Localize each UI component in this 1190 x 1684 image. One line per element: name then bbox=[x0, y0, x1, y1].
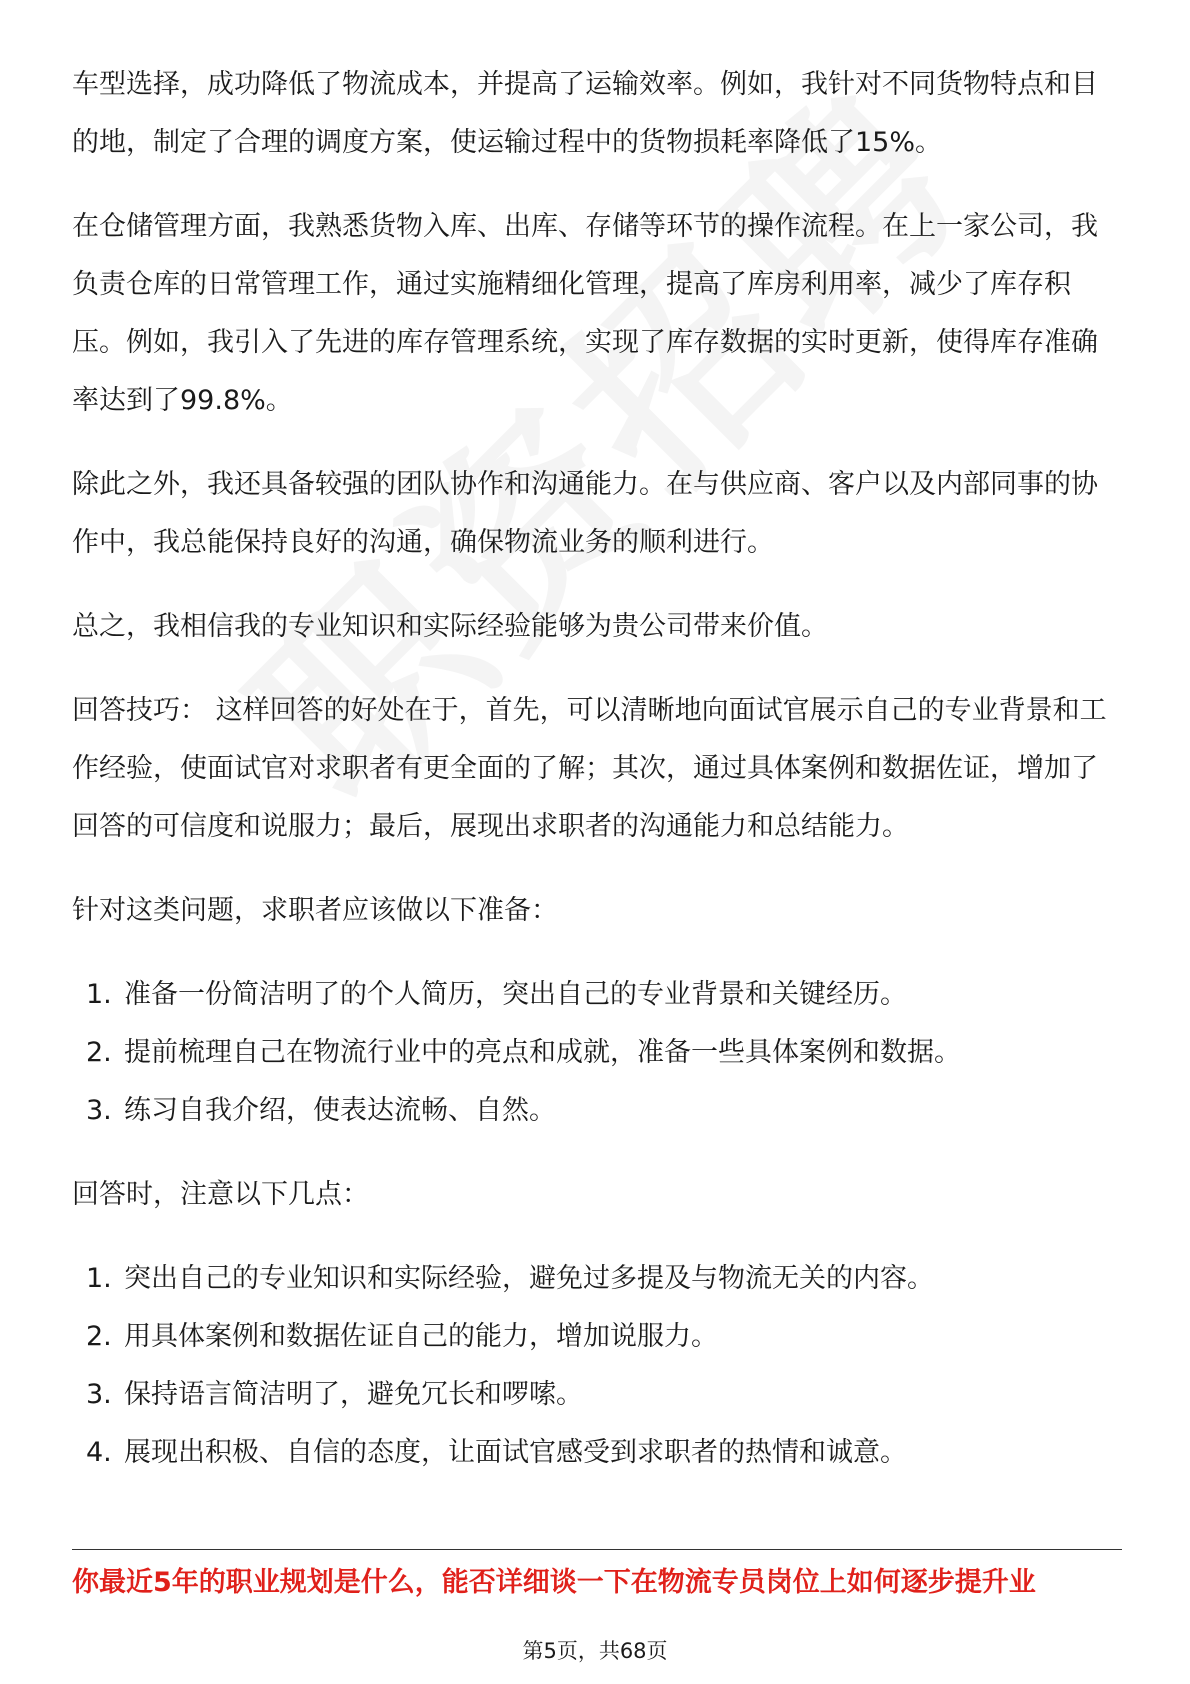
paragraph-teamwork: 除此之外，我还具备较强的团队协作和沟通能力。在与供应商、客户以及内部同事的协作中，我总能保持良好的沟通，确保物流业务的顺利进行。 bbox=[72, 469, 1098, 558]
paragraph-summary: 总之，我相信我的专业知识和实际经验能够为贵公司带来价值。 bbox=[72, 611, 828, 642]
prep-list bbox=[72, 966, 1122, 1140]
section-divider bbox=[72, 1549, 1122, 1550]
paragraph-answer-tips: 回答技巧： 这样回答的好处在于，首先，可以清晰地向面试官展示自己的专业背景和工作经验，使面试官对求职者有更全面的了解；其次，通过具体案例和数据佐证，增加了回答的可信度和说服力；最后，展现出求职者的沟通能力和总结能力。 bbox=[72, 695, 1107, 842]
list-item: 3. 保持语言简洁明了，避免冗长和啰嗦。 bbox=[86, 1379, 583, 1410]
page-number: 第5页，共68页 bbox=[522, 1639, 668, 1663]
paragraph-warehouse: 在仓储管理方面，我熟悉货物入库、出库、存储等环节的操作流程。在上一家公司，我负责仓库的日常管理工作，通过实施精细化管理，提高了库房利用率，减少了库存积压。例如，我引入了先进的库存管理系统，实现了库存数据的实时更新，使得库存准确率达到了99.8%。 bbox=[72, 211, 1098, 416]
paragraph-prep-intro: 针对这类问题，求职者应该做以下准备： bbox=[72, 895, 558, 926]
next-question-heading: 你最近5年的职业规划是什么，能否详细谈一下在物流专员岗位上如何逐步提升业 bbox=[72, 1567, 1036, 1598]
list-item: 1. 突出自己的专业知识和实际经验，避免过多提及与物流无关的内容。 bbox=[86, 1263, 934, 1294]
paragraph-transport: 车型选择，成功降低了物流成本，并提高了运输效率。例如，我针对不同货物特点和目的地，制定了合理的调度方案，使运输过程中的货物损耗率降低了15%。 bbox=[72, 69, 1098, 158]
notes-heading: 回答时，注意以下几点： bbox=[72, 1179, 369, 1210]
list-item: 1. 准备一份简洁明了的个人简历，突出自己的专业背景和关键经历。 bbox=[86, 979, 907, 1010]
notes-list bbox=[72, 1250, 1122, 1482]
page-content bbox=[72, 56, 1122, 1508]
list-item: 2. 用具体案例和数据佐证自己的能力，增加说服力。 bbox=[86, 1321, 718, 1352]
list-item: 4. 展现出积极、自信的态度，让面试官感受到求职者的热情和诚意。 bbox=[86, 1437, 907, 1468]
list-item: 3. 练习自我介绍，使表达流畅、自然。 bbox=[86, 1095, 556, 1126]
list-item: 2. 提前梳理自己在物流行业中的亮点和成就，准备一些具体案例和数据。 bbox=[86, 1037, 961, 1068]
